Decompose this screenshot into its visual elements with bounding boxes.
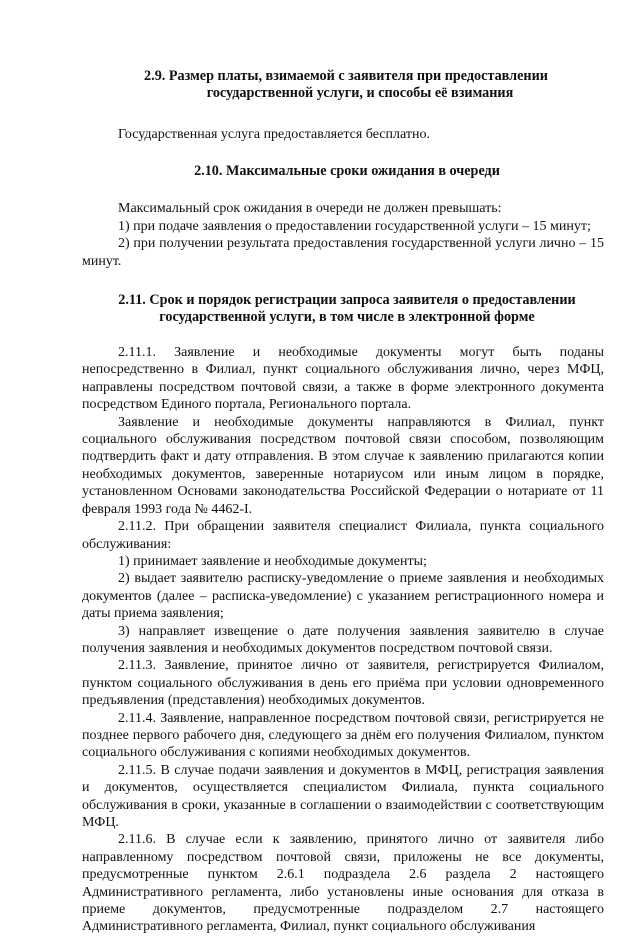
- section-2-11-paragraph-1: 2.11.1. Заявление и необходимые документы могут быть поданы непосредственно в Филиал, пункт социального обслуживания лично, через МФЦ, направлены посредством почтовой связи, а также в форме электронного документа посредством Единого портала, Регионального портала.: [82, 345, 604, 413]
- section-2-11-paragraph-4: 1) принимает заявление и необходимые документы;: [118, 553, 427, 569]
- section-2-11-title: [82, 292, 604, 326]
- section-2-9-title: [82, 68, 604, 102]
- section-2-11-paragraph-2: Заявление и необходимые документы направляются в Филиал, пункт социального обслуживания посредством почтовой связи способом, позволяющим подтвердить факт и дату отправления. В этом случае к заявлению прилагаются копии необходимых документов, заверенные нотариусом или иным лицом в порядке, установленном Основами законодательства Российской Федерации о нотариате от 11 февраля 1993 года № 4462-I.: [82, 414, 604, 517]
- section-2-9-paragraph: Государственная услуга предоставляется бесплатно.: [118, 127, 430, 142]
- section-2-11-paragraph-9: 2.11.5. В случае подачи заявления и документов в МФЦ, регистрация заявления и документов, осуществляется специалистом Филиала, пункта социального обслуживания в сроки, указанные в соглашении о взаимодействии с соответствующим МФЦ.: [82, 762, 604, 830]
- section-2-10-title: 2.10. Максимальные сроки ожидания в очереди: [194, 163, 500, 180]
- section-2-10-paragraph-3: 2) при получении результата предоставления государственной услуги лично – 15 минут.: [82, 236, 604, 269]
- section-2-11-paragraph-8: 2.11.4. Заявление, направленное посредством почтовой связи, регистрируется не позднее первого рабочего дня, следующего за днём его получения Филиалом, пунктом социального обслуживания с копиями необходимых документов.: [82, 710, 604, 761]
- section-2-10-paragraph-1: Максимальный срок ожидания в очереди не должен превышать:: [118, 201, 502, 217]
- section-2-11-paragraph-6: 3) направляет извещение о дате получения заявления заявителю в случае получения заявления и необходимых документов посредством почтовой связи.: [82, 623, 604, 656]
- section-2-11-title-line2: государственной услуги, в том числе в электронной форме: [159, 309, 535, 326]
- section-2-10-paragraph-2: 1) при подаче заявления о предоставлении государственной услуги – 15 минут;: [118, 218, 591, 234]
- section-2-11-paragraph-10: 2.11.6. В случае если к заявлению, принятого лично от заявителя либо направленному посредством почтовой связи, приложены не все документы, предусмотренные пунктом 2.6.1 подраздела 2.6 раздела 2 настоящего Административного регламента, либо установлены иные основания для отказа в приеме документов, предусмотренные подразделом 2.7 настоящего Административного регламента, Филиал, пункт социального обслуживания: [82, 832, 604, 935]
- section-2-11-paragraph-5: 2) выдает заявителю расписку-уведомление о приеме заявления и необходимых документов (далее – расписка-уведомление) с указанием регистрационного номера и даты приема заявления;: [82, 571, 604, 622]
- section-2-9-title-line2: государственной услуги, и способы её взимания: [206, 85, 514, 101]
- section-2-11-paragraph-7: 2.11.3. Заявление, принятое лично от заявителя, регистрируется Филиалом, пунктом социального обслуживания в день его приёма при условии одновременного предъявления (представления) необходимых документов.: [82, 658, 604, 709]
- section-2-11-paragraph-3: 2.11.2. При обращении заявителя специалист Филиала, пункта социального обслуживания:: [82, 519, 604, 552]
- section-2-9-title-line1: 2.9. Размер платы, взимаемой с заявителя при предоставлении: [144, 68, 548, 84]
- section-2-11-title-line1: 2.11. Срок и порядок регистрации запроса заявителя о предоставлении: [118, 292, 576, 309]
